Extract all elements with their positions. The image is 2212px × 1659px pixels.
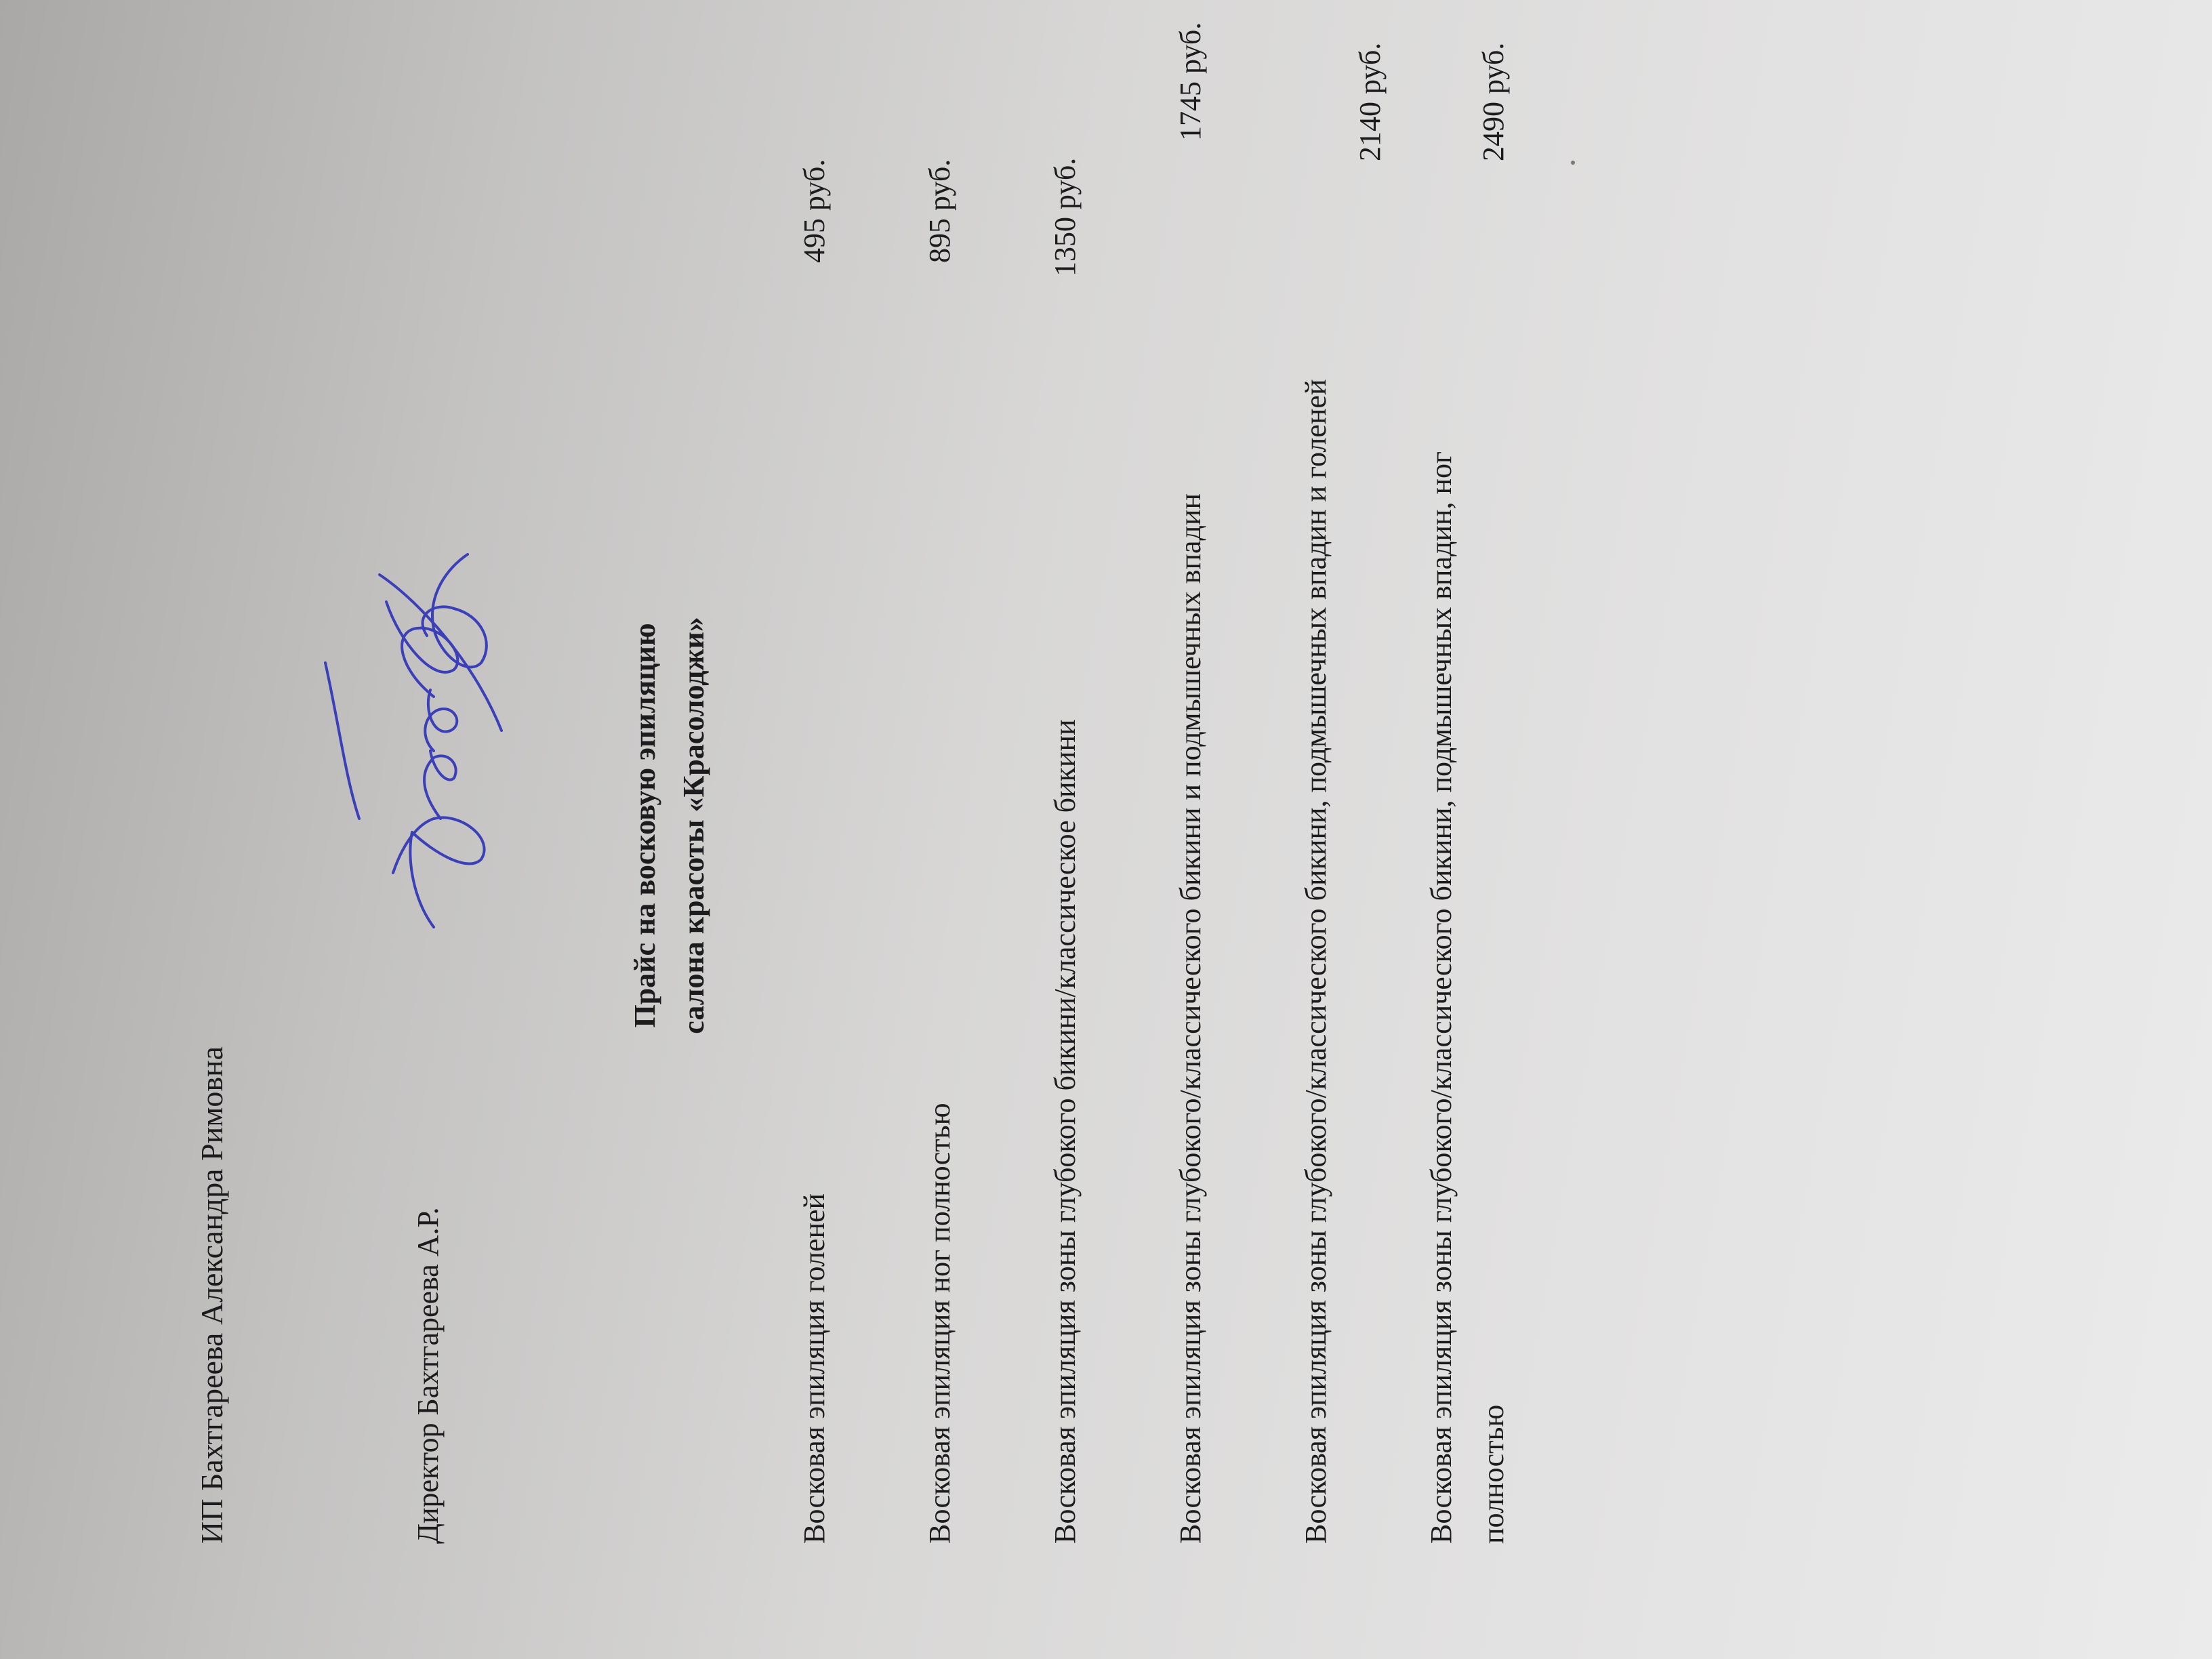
price-item-name-continued: полностью [1477,1404,1510,1544]
price-item-name: Восковая эпиляция зоны глубокого/классического бикини, подмышечных впадин и голеней [1299,379,1332,1544]
director-signature [298,534,515,954]
signature-stroke [380,575,501,731]
price-item-name: Восковая эпиляция зоны глубокого/классического бикини, подмышечных впадин, ног [1425,451,1458,1544]
price-item-name: Восковая эпиляция зоны глубокого бикини/классическое бикини [1048,719,1082,1544]
price-item-name: Восковая эпиляция зоны глубокого/классического бикини и подмышечных впадин [1174,493,1207,1544]
signature-stroke [424,751,456,819]
price-item-price: 1350 руб. [1048,157,1082,276]
price-item-price: 895 руб. [923,159,956,263]
signature-stroke [386,602,457,697]
signature-stroke [325,663,359,819]
paper-speck [1571,161,1575,165]
signature-stroke [393,817,485,927]
price-item-price: 495 руб. [798,159,831,263]
price-list-title-line1: Прайс на восковую эпиляцию [628,623,661,1028]
price-item-price: 1745 руб. [1174,22,1207,141]
price-item-name: Восковая эпиляция ног полностью [923,1103,956,1544]
price-list-title-line2: салона красоты «Красолоджи» [677,617,710,1034]
price-item-price: 2490 руб. [1477,42,1510,161]
price-item-price: 2140 руб. [1353,42,1387,161]
price-item-name: Восковая эпиляция голеней [798,1193,831,1544]
director-line: Директор Бахтгареева А.Р. [411,1207,445,1544]
entrepreneur-name: ИП Бахтгареева Александра Римовна [194,1046,229,1544]
signature-stroke [425,690,457,751]
